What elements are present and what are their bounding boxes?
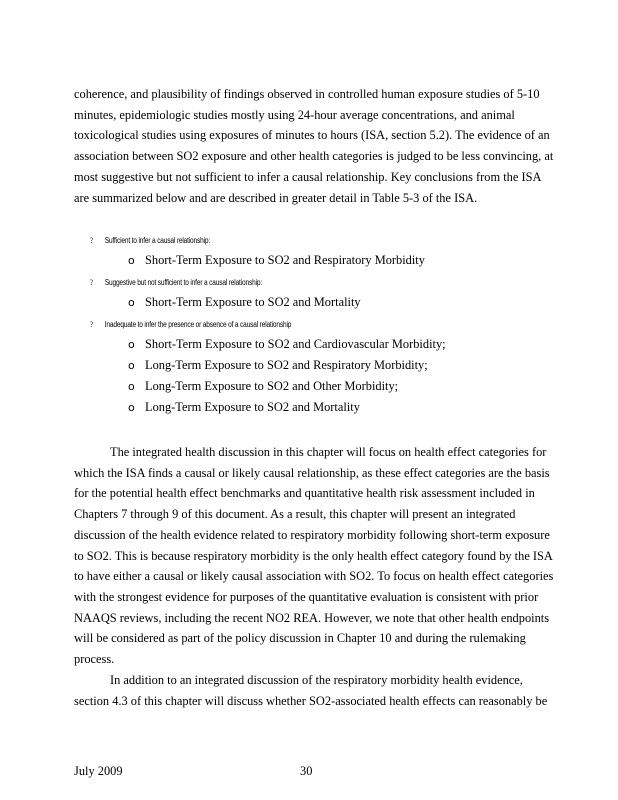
category-label: Sufficient to infer a causal relationship: bbox=[104, 236, 211, 245]
sub-bullet-glyph: o bbox=[128, 359, 135, 372]
item-text: Short-Term Exposure to SO2 and Respiratory Morbidity bbox=[145, 253, 425, 267]
sub-bullet-glyph: o bbox=[128, 296, 135, 309]
continuation-paragraph: In addition to an integrated discussion of the respiratory morbidity health evidence, section 4.3 of this chapter will discuss whether SO2-associated health effects can reasonably be bbox=[74, 673, 548, 708]
item-text: Long-Term Exposure to SO2 and Other Morbidity; bbox=[145, 379, 399, 393]
conclusion-category-suggestive bbox=[90, 278, 262, 287]
conclusion-category-inadequate bbox=[90, 320, 291, 329]
bullet-glyph: ? bbox=[90, 278, 93, 287]
bullet-glyph: ? bbox=[90, 320, 93, 329]
sub-bullet-glyph: o bbox=[128, 338, 135, 351]
item-text: Short-Term Exposure to SO2 and Cardiovascular Morbidity; bbox=[145, 337, 446, 351]
sub-bullet-glyph: o bbox=[128, 401, 135, 414]
item-text: Long-Term Exposure to SO2 and Respiratory Morbidity; bbox=[145, 358, 428, 372]
sub-bullet-glyph: o bbox=[128, 254, 135, 267]
conclusion-item bbox=[128, 379, 398, 394]
category-label: Inadequate to infer the presence or absence of a causal relationship bbox=[104, 320, 292, 329]
conclusion-item bbox=[128, 253, 425, 268]
conclusion-category-causal bbox=[90, 236, 210, 245]
footer-date: July 2009 bbox=[74, 764, 123, 778]
category-label: Suggestive but not sufficient to infer a causal relationship: bbox=[104, 278, 263, 287]
sub-bullet-glyph: o bbox=[128, 380, 135, 393]
conclusion-item bbox=[128, 295, 361, 310]
item-text: Long-Term Exposure to SO2 and Mortality bbox=[145, 400, 360, 414]
intro-paragraph: coherence, and plausibility of findings observed in controlled human exposure studies of 5-10 minutes, epidemiologic studies mostly using 24-hour average concentrations, and animal toxicological studies using exposures of minutes to hours (ISA, section 5.2). The evidence of an association between SO2 exposure and other health categories is judged to be less convincing, at most suggestive but not sufficient to infer a causal relationship. Key conclusions from the ISA are summarized below and are described in greater detail in Table 5-3 of the ISA. bbox=[74, 87, 554, 205]
discussion-paragraph: The integrated health discussion in this chapter will focus on health effect categories for which the ISA finds a causal or likely causal relationship, as these effect categories are the basis for the potential health effect benchmarks and quantitative health risk assessment included in Chapters 7 through 9 of this document. As a result, this chapter will present an integrated discussion of the health evidence related to respiratory morbidity following short-term exposure to SO2. This is because respiratory morbidity is the only health effect category found by the ISA to have either a causal or likely causal association with SO2. To focus on health effect categories with the strongest evidence for purposes of the quantitative evaluation is consistent with prior NAAQS reviews, including the recent NO2 REA. However, we note that other health endpoints will be considered as part of the policy discussion in Chapter 10 and during the rulemaking process. bbox=[74, 445, 554, 667]
conclusion-item bbox=[128, 400, 360, 415]
page-number: 30 bbox=[300, 764, 313, 778]
conclusion-item bbox=[128, 358, 428, 373]
bullet-glyph: ? bbox=[90, 236, 93, 245]
item-text: Short-Term Exposure to SO2 and Mortality bbox=[145, 295, 361, 309]
conclusion-item bbox=[128, 337, 446, 352]
